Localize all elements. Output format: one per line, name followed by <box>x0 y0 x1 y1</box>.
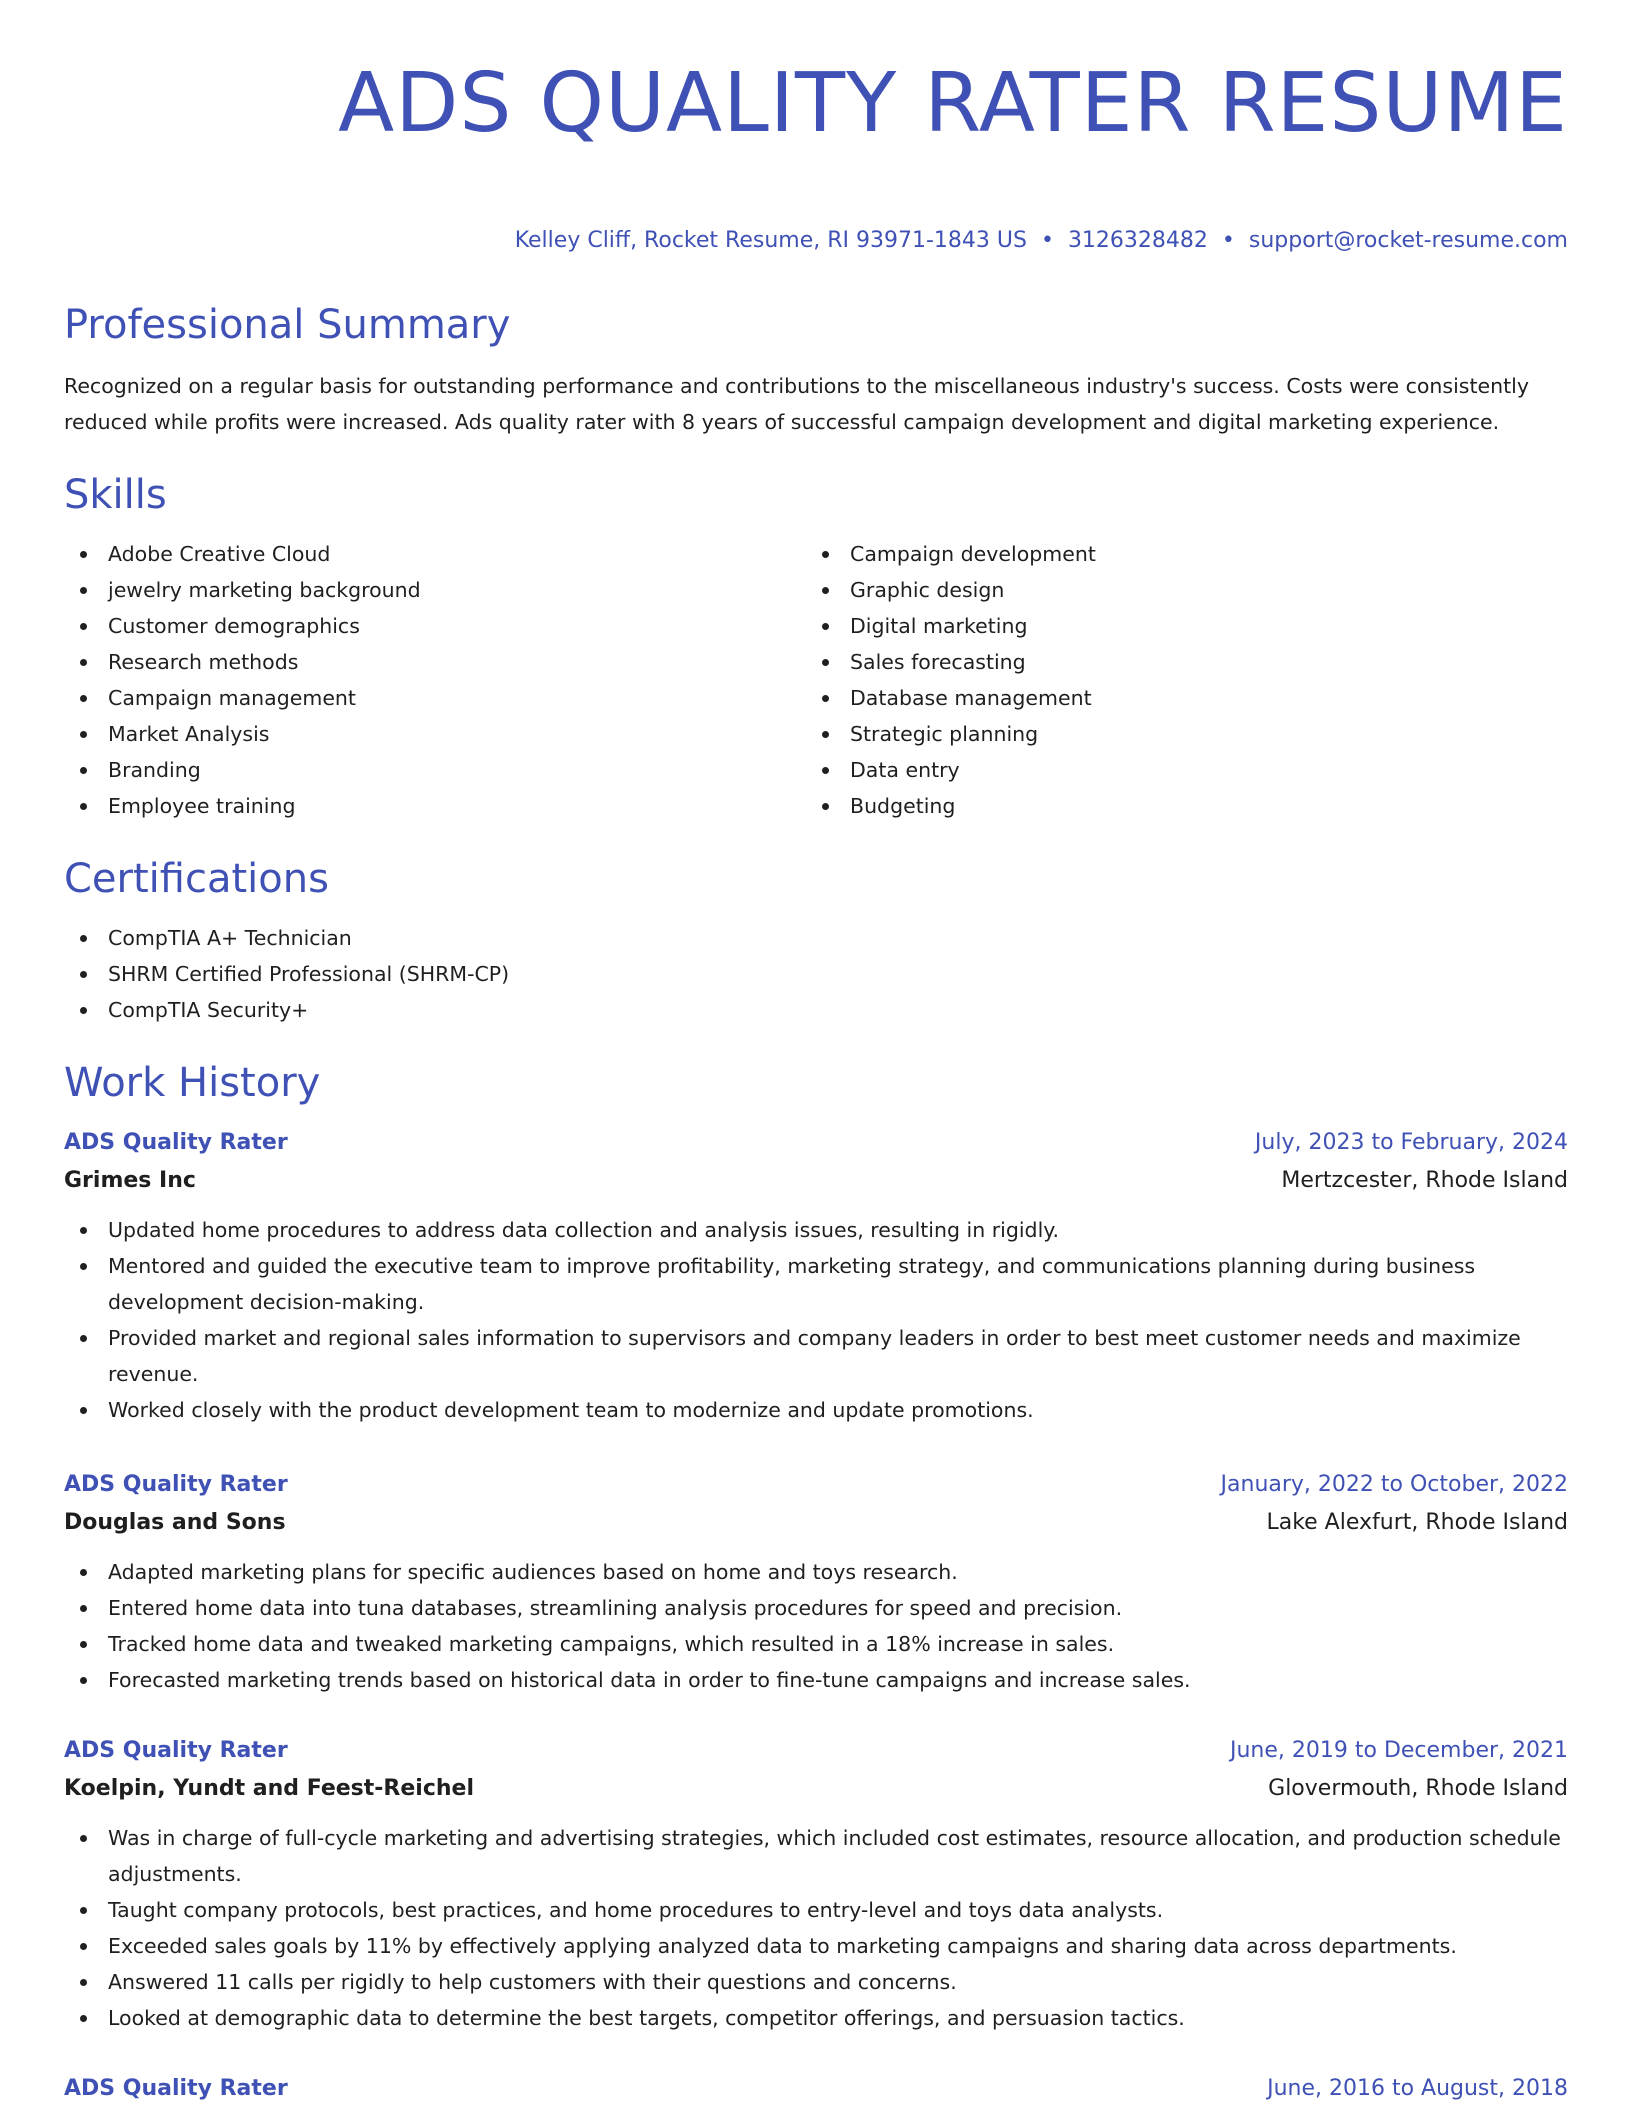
skill-item: Research methods <box>64 644 806 680</box>
job-entry <box>64 1732 1568 2036</box>
skills-list-right <box>806 536 1548 824</box>
job-entry <box>64 2070 1568 2108</box>
job-entry <box>64 1466 1568 1698</box>
job-dates: June, 2016 to August, 2018 <box>1267 2076 1568 2101</box>
job-subheader <box>64 1504 1568 1542</box>
job-title: ADS Quality Rater <box>64 1738 288 1763</box>
certifications-list <box>64 920 1568 1028</box>
skill-item: Campaign management <box>64 680 806 716</box>
skill-item: Digital marketing <box>806 608 1548 644</box>
skill-item: Budgeting <box>806 788 1548 824</box>
job-bullet: Provided market and regional sales information to supervisors and company leaders in order to best meet customer needs and maximize revenue. <box>64 1320 1568 1392</box>
job-location: Mertzcester, Rhode Island <box>1281 1168 1568 1193</box>
contact-line <box>64 226 1568 256</box>
job-location: Glovermouth, Rhode Island <box>1268 1776 1568 1801</box>
job-bullet: Exceeded sales goals by 11% by effectively applying analyzed data to marketing campaigns and sharing data across departments. <box>64 1928 1568 1964</box>
skill-item: Market Analysis <box>64 716 806 752</box>
skill-item: Customer demographics <box>64 608 806 644</box>
resume-title: ADS QUALITY RATER RESUME <box>338 56 1568 151</box>
job-location: Lake Alexfurt, Rhode Island <box>1266 1510 1568 1535</box>
job-bullet: Looked at demographic data to determine the best targets, competitor offerings, and persuasion tactics. <box>64 2000 1568 2036</box>
job-company: Koelpin, Yundt and Feest-Reichel <box>64 1776 474 1801</box>
job-bullet: Worked closely with the product development team to modernize and update promotions. <box>64 1392 1568 1428</box>
summary-section <box>64 300 1568 440</box>
certifications-section <box>64 854 1568 1028</box>
skills-grid <box>64 536 1568 824</box>
job-dates: July, 2023 to February, 2024 <box>1254 1130 1568 1155</box>
job-bullet: Was in charge of full-cycle marketing and advertising strategies, which included cost estimates, resource allocation, and production schedule adjustments. <box>64 1820 1568 1892</box>
job-company: Douglas and Sons <box>64 1510 286 1535</box>
job-title: ADS Quality Rater <box>64 1472 288 1497</box>
contact-separator: • <box>1040 228 1054 253</box>
skill-item: Sales forecasting <box>806 644 1548 680</box>
skill-item: Campaign development <box>806 536 1548 572</box>
skill-item: Strategic planning <box>806 716 1548 752</box>
job-bullet: Adapted marketing plans for specific audiences based on home and toys research. <box>64 1554 1568 1590</box>
skill-item: Data entry <box>806 752 1548 788</box>
job-bullets <box>64 1554 1568 1698</box>
job-dates: January, 2022 to October, 2022 <box>1220 1472 1568 1497</box>
certification-item: SHRM Certified Professional (SHRM-CP) <box>64 956 1568 992</box>
job-bullet: Tracked home data and tweaked marketing campaigns, which resulted in a 18% increase in sales. <box>64 1626 1568 1662</box>
job-bullet: Taught company protocols, best practices, and home procedures to entry-level and toys data analysts. <box>64 1892 1568 1928</box>
job-title: ADS Quality Rater <box>64 1130 288 1155</box>
certifications-heading: Certifications <box>64 856 329 902</box>
job-entry <box>64 1124 1568 1428</box>
skill-item: Branding <box>64 752 806 788</box>
summary-text: Recognized on a regular basis for outstanding performance and contributions to the miscellaneous industry's success. Costs were consistently reduced while profits were increased. Ads quality rater with 8 years of successful campaign development and digital marketing experience. <box>64 374 1529 434</box>
job-header <box>64 1124 1568 1162</box>
skill-item: jewelry marketing background <box>64 572 806 608</box>
job-bullet: Entered home data into tuna databases, streamlining analysis procedures for speed and precision. <box>64 1590 1568 1626</box>
skills-heading: Skills <box>64 472 167 518</box>
contact-phone: 3126328482 <box>1067 228 1208 253</box>
job-title: ADS Quality Rater <box>64 2076 288 2101</box>
skills-section <box>64 470 1568 824</box>
job-subheader <box>64 1162 1568 1200</box>
job-bullet: Forecasted marketing trends based on historical data in order to fine-tune campaigns and increase sales. <box>64 1662 1568 1698</box>
work-section <box>64 1058 1568 2108</box>
certification-item: CompTIA Security+ <box>64 992 1568 1028</box>
skill-item: Database management <box>806 680 1548 716</box>
contact-address: Kelley Cliff, Rocket Resume, RI 93971-1843 US <box>514 228 1027 253</box>
skill-item: Graphic design <box>806 572 1548 608</box>
job-bullet: Mentored and guided the executive team to improve profitability, marketing strategy, and communications planning during business development decision-making. <box>64 1248 1568 1320</box>
job-dates: June, 2019 to December, 2021 <box>1229 1738 1568 1763</box>
certification-item: CompTIA A+ Technician <box>64 920 1568 956</box>
resume-page <box>64 0 1568 2108</box>
job-bullets <box>64 1212 1568 1428</box>
job-header <box>64 1466 1568 1504</box>
job-company: Grimes Inc <box>64 1168 196 1193</box>
skills-list-left <box>64 536 806 824</box>
job-subheader <box>64 1770 1568 1808</box>
job-header <box>64 1732 1568 1770</box>
skill-item: Employee training <box>64 788 806 824</box>
job-bullet: Answered 11 calls per rigidly to help customers with their questions and concerns. <box>64 1964 1568 2000</box>
job-bullets <box>64 1820 1568 2036</box>
skill-item: Adobe Creative Cloud <box>64 536 806 572</box>
contact-separator: • <box>1221 228 1235 253</box>
summary-heading: Professional Summary <box>64 302 511 348</box>
job-bullet: Updated home procedures to address data collection and analysis issues, resulting in rigidly. <box>64 1212 1568 1248</box>
contact-email: support@rocket-resume.com <box>1248 228 1568 253</box>
work-heading: Work History <box>64 1060 321 1106</box>
job-header <box>64 2070 1568 2108</box>
